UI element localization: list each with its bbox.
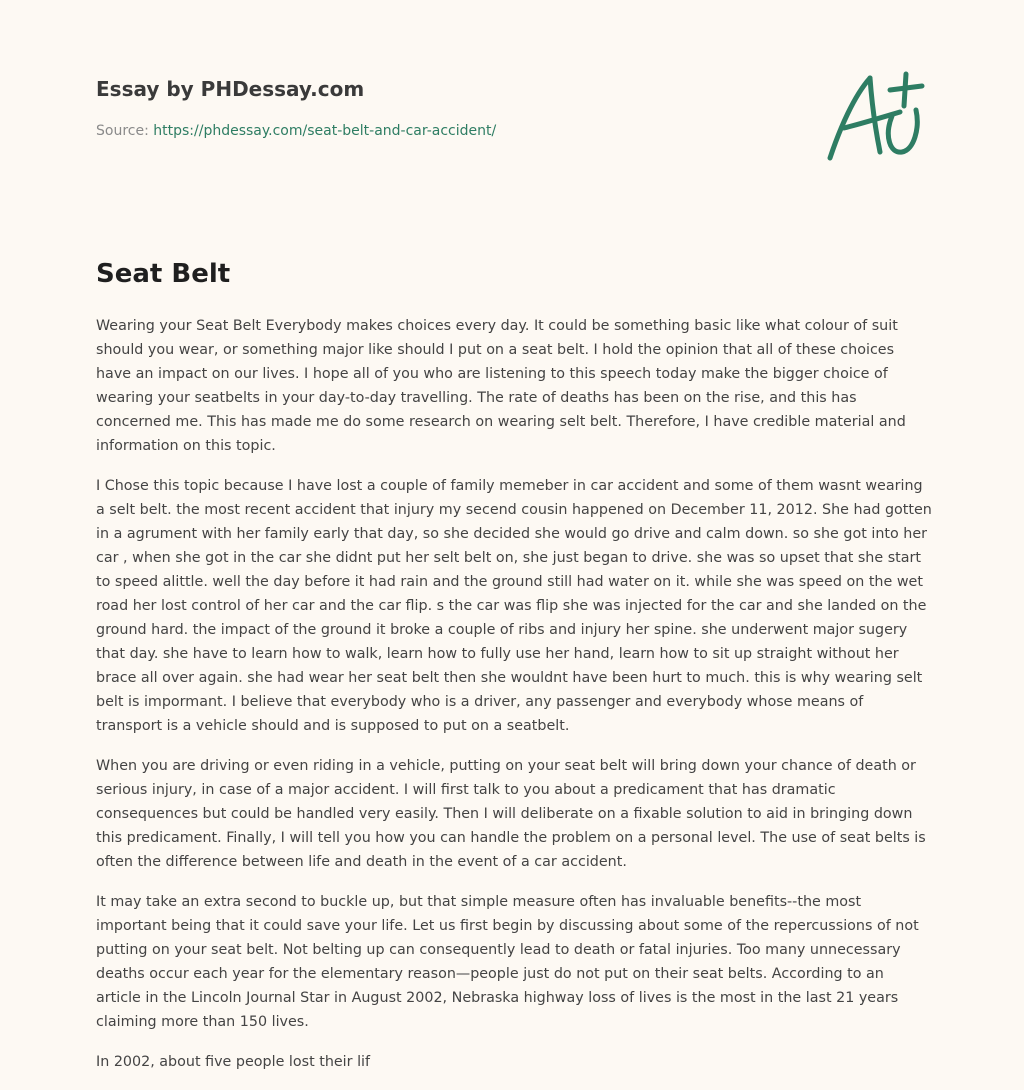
paragraph: I Chose this topic because I have lost a couple of family memeber in car accident and some of them wasnt wearing a selt belt. the most recent accident that injury my secend cousin happened on December 11, 2012. She had gotten in a agrument with her family early that day, so she decided she would go drive and calm down. so she got into her car , when she got in the car she didnt put her selt belt on, she just began to drive. she was so upset that she start to speed alittle. well the day before it had rain and the ground still had water on it. while she was speed on the wet road her lost control of her car and the car flip. s the car was flip she was injected for the car and she landed on the ground hard. the impact of the ground it broke a couple of ribs and injury her spine. she underwent major sugery that day. she have to learn how to walk, learn how to fully use her hand, learn how to sit up straight without her brace all over again. she had wear her seat belt then she wouldnt have been hurt to much. this is why wearing selt belt is impormant. I believe that everybody who is a driver, any passenger and everybody whose means of transport is a vehicle should and is supposed to put on a seatbelt. xyxy=(96,478,932,734)
a-plus-grade-icon xyxy=(820,66,930,166)
paragraph: When you are driving or even riding in a vehicle, putting on your seat belt will bring down your chance of death or serious injury, in case of a major accident. I will first talk to you about a predicament that has dramatic consequences but could be handled very easily. Then I will deliberate on a fixable solution to aid in bringing down this predicament. Finally, I will tell you how you can handle the problem on a personal level. The use of seat belts is often the difference between life and death in the event of a car accident. xyxy=(96,758,926,870)
site-title: Essay by PHDessay.com xyxy=(96,77,365,101)
essay-body xyxy=(96,314,932,1090)
source-link[interactable]: https://phdessay.com/seat-belt-and-car-accident/ xyxy=(153,123,497,139)
paragraph: It may take an extra second to buckle up, but that simple measure often has invaluable benefits--the most important being that it could save your life. Let us first begin by discussing about some of the repercussions of not putting on your seat belt. Not belting up can consequently lead to death or fatal injuries. Too many unnecessary deaths occur each year for the elementary reason—people just do not put on their seat belts. According to an article in the Lincoln Journal Star in August 2002, Nebraska highway loss of lives is the most in the last 21 years claiming more than 150 lives. xyxy=(96,894,919,1030)
essay-header xyxy=(96,74,796,141)
source-label: Source: xyxy=(96,123,154,139)
paragraph: In 2002, about five people lost their lif xyxy=(96,1054,371,1070)
paragraph: Wearing your Seat Belt Everybody makes choices every day. It could be something basic like what colour of suit should you wear, or something major like should I put on a seat belt. I hold the opinion that all of these choices have an impact on our lives. I hope all of you who are listening to this speech today make the bigger choice of wearing your seatbelts in your day-to-day travelling. The rate of deaths has been on the rise, and this has concerned me. This has made me do some research on wearing selt belt. Therefore, I have credible material and information on this topic. xyxy=(96,318,906,454)
source-line xyxy=(96,121,796,141)
essay-title: Seat Belt xyxy=(96,259,231,289)
